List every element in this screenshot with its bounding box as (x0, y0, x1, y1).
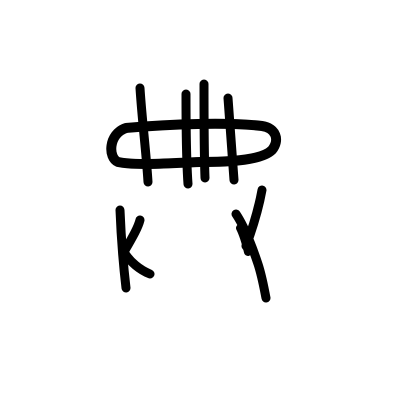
lower-right-component (236, 190, 266, 298)
left-mark (124, 220, 140, 252)
vertical-stroke (186, 94, 188, 184)
enclosure-stroke (111, 124, 276, 164)
vertical-stroke (204, 84, 205, 178)
vertical-stroke (228, 98, 234, 180)
upper-component (111, 84, 276, 184)
lower-left-component (120, 210, 150, 288)
